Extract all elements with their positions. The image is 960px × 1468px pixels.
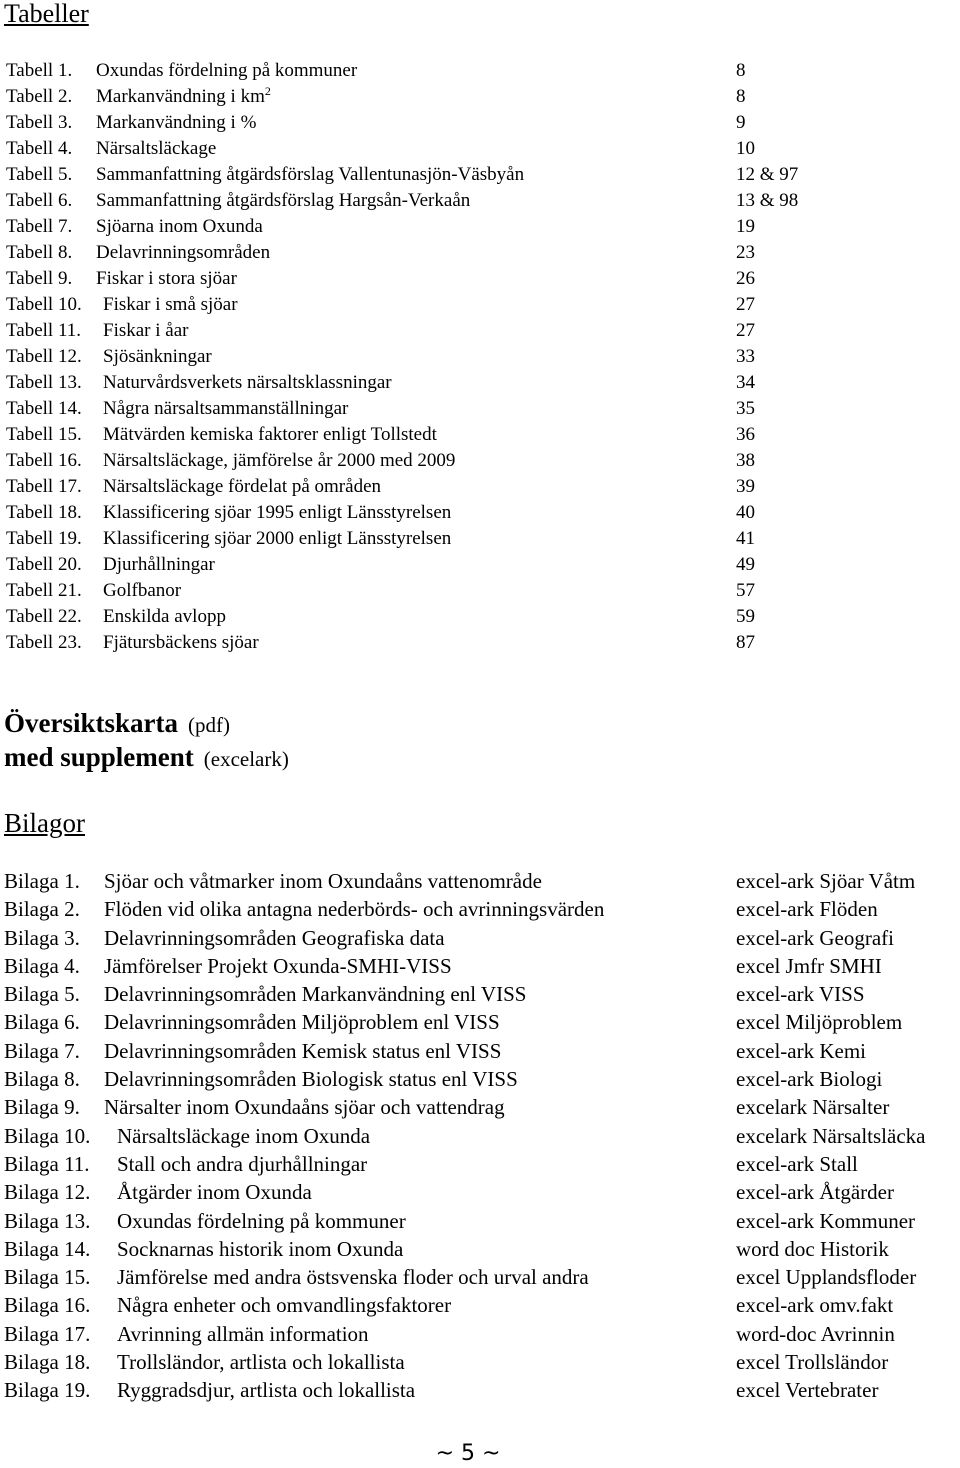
- appendix-title: Närsaltsläckage inom Oxunda: [117, 1123, 371, 1148]
- appendix-label: Bilaga 16.: [4, 1293, 91, 1318]
- table-label: Tabell 18.: [6, 502, 82, 523]
- table-row: [6, 604, 946, 630]
- overview-links: [4, 706, 289, 774]
- table-title: Oxundas fördelning på kommuner: [96, 60, 358, 81]
- table-title: Naturvårdsverkets närsaltsklassningar: [103, 372, 392, 393]
- appendix-row: [4, 924, 960, 952]
- table-title: Mätvärden kemiska faktorer enligt Tollstedt: [103, 424, 437, 445]
- table-row: [6, 58, 946, 84]
- table-label: Tabell 14.: [6, 398, 82, 419]
- appendix-label: Bilaga 15.: [4, 1265, 91, 1290]
- appendix-file-link[interactable]: excel-ark Kommuner: [736, 1208, 916, 1233]
- appendix-label: Bilaga 6.: [4, 1010, 80, 1035]
- table-page: 12 & 97: [736, 164, 799, 185]
- table-row: [6, 500, 946, 526]
- table-row: [6, 266, 946, 292]
- overview-map-title[interactable]: Översiktskarta: [4, 708, 178, 738]
- appendix-title: Delavrinningsområden Miljöproblem enl VISS: [104, 1010, 500, 1035]
- appendix-label: Bilaga 5.: [4, 982, 80, 1007]
- appendix-row: [4, 1263, 960, 1291]
- appendix-file-link[interactable]: excel-ark Sjöar Våtm: [736, 869, 916, 893]
- table-page: 34: [736, 372, 755, 393]
- appendix-title: Jämförelse med andra östsvenska floder och urval andra: [117, 1265, 589, 1290]
- table-row: [6, 344, 946, 370]
- table-row: [6, 630, 946, 656]
- table-page: 8: [736, 60, 746, 81]
- appendix-title: Flöden vid olika antagna nederbörds- och avrinningsvärden: [104, 897, 605, 922]
- table-page: 13 & 98: [736, 190, 799, 211]
- table-page: 23: [736, 242, 755, 263]
- table-title: Klassificering sjöar 2000 enligt Länsstyrelsen: [103, 528, 452, 549]
- table-page: 33: [736, 346, 755, 367]
- appendix-file-link[interactable]: word-doc Avrinnin: [736, 1321, 895, 1346]
- appendix-label: Bilaga 17.: [4, 1321, 91, 1346]
- appendix-file-link[interactable]: excel Jmfr SMHI: [736, 953, 882, 978]
- table-label: Tabell 10.: [6, 294, 82, 315]
- overview-map-format: (pdf): [187, 713, 230, 737]
- appendix-file-link[interactable]: excel Trollsländor: [736, 1350, 889, 1375]
- table-title: Närsaltsläckage fördelat på områden: [103, 476, 382, 497]
- appendix-row: [4, 895, 960, 923]
- appendix-list: [4, 867, 960, 1405]
- table-page: 59: [736, 606, 755, 627]
- appendix-title: Stall och andra djurhållningar: [117, 1151, 368, 1176]
- table-page: 8: [736, 86, 746, 107]
- table-label: Tabell 17.: [6, 476, 82, 497]
- table-title: Fiskar i små sjöar: [103, 294, 238, 315]
- appendix-label: Bilaga 19.: [4, 1378, 91, 1403]
- table-label: Tabell 7.: [6, 216, 73, 237]
- table-page: 10: [736, 138, 755, 159]
- table-label: Tabell 4.: [6, 138, 73, 159]
- table-label: Tabell 23.: [6, 632, 82, 653]
- table-page: 57: [736, 580, 755, 601]
- bilagor-heading: Bilagor: [4, 808, 85, 838]
- table-label: Tabell 11.: [6, 320, 81, 341]
- table-row: [6, 422, 946, 448]
- table-row: [6, 110, 946, 136]
- appendix-row: [4, 980, 960, 1008]
- table-label: Tabell 20.: [6, 554, 82, 575]
- table-row: [6, 474, 946, 500]
- appendix-row: [4, 1178, 960, 1206]
- table-title: Närsaltsläckage, jämförelse år 2000 med 2009: [103, 450, 456, 471]
- table-title: Sammanfattning åtgärdsförslag Hargsån-Verkaån: [96, 190, 471, 211]
- appendix-label: Bilaga 3.: [4, 925, 80, 950]
- appendix-label: Bilaga 11.: [4, 1151, 90, 1176]
- appendix-title: Trollsländor, artlista och lokallista: [117, 1350, 405, 1375]
- appendix-row: [4, 1122, 960, 1150]
- table-label: Tabell 6.: [6, 190, 73, 211]
- table-title: Delavrinningsområden: [96, 242, 271, 263]
- table-title: Markanvändning i %: [96, 112, 257, 133]
- appendix-file-link[interactable]: excel Miljöproblem: [736, 1010, 903, 1035]
- table-page: 35: [736, 398, 755, 419]
- appendix-title: Sjöar och våtmarker inom Oxundaåns vattenområde: [104, 869, 542, 893]
- appendix-row: [4, 1207, 960, 1235]
- table-label: Tabell 15.: [6, 424, 82, 445]
- table-page: 49: [736, 554, 755, 575]
- appendix-label: Bilaga 18.: [4, 1350, 91, 1375]
- appendix-label: Bilaga 10.: [4, 1123, 91, 1148]
- table-title: Fjätursbäckens sjöar: [103, 632, 259, 653]
- appendix-row: [4, 1376, 960, 1404]
- tabeller-heading: Tabeller: [4, 0, 89, 28]
- supplement-title[interactable]: med supplement: [4, 742, 194, 772]
- appendix-label: Bilaga 4.: [4, 953, 80, 978]
- appendix-row: [4, 1291, 960, 1319]
- table-row: [6, 188, 946, 214]
- overview-map-line[interactable]: [4, 706, 289, 740]
- table-page: 40: [736, 502, 755, 523]
- appendix-file-link[interactable]: excel-ark Flöden: [736, 897, 878, 922]
- appendix-label: Bilaga 8.: [4, 1067, 80, 1092]
- table-title: Sjösänkningar: [103, 346, 212, 367]
- appendix-file-link[interactable]: excel Upplandsfloder: [736, 1265, 917, 1290]
- table-row: [6, 526, 946, 552]
- appendix-title: Delavrinningsområden Geografiska data: [104, 925, 445, 950]
- appendix-title: Ryggradsdjur, artlista och lokallista: [117, 1378, 416, 1403]
- appendix-label: Bilaga 2.: [4, 897, 80, 922]
- appendix-row: [4, 1093, 960, 1121]
- supplement-line[interactable]: [4, 740, 289, 774]
- appendix-title: Delavrinningsområden Biologisk status enl VISS: [104, 1067, 518, 1092]
- table-label: Tabell 13.: [6, 372, 82, 393]
- table-row: [6, 370, 946, 396]
- appendix-title: Några enheter och omvandlingsfaktorer: [117, 1293, 452, 1318]
- table-title: Sjöarna inom Oxunda: [96, 216, 263, 237]
- appendix-title: Närsalter inom Oxundaåns sjöar och vattendrag: [104, 1095, 505, 1120]
- appendix-file-link[interactable]: excel-ark Biologi: [736, 1067, 883, 1092]
- appendix-label: Bilaga 13.: [4, 1208, 91, 1233]
- table-title: Fiskar i stora sjöar: [96, 268, 237, 289]
- appendix-row: [4, 1008, 960, 1036]
- appendix-title: Jämförelser Projekt Oxunda-SMHI-VISS: [104, 953, 452, 978]
- appendix-title: Åtgärder inom Oxunda: [117, 1180, 312, 1205]
- appendix-file-link[interactable]: excel-ark VISS: [736, 982, 865, 1007]
- table-label: Tabell 16.: [6, 450, 82, 471]
- appendix-file-link[interactable]: excel Vertebrater: [736, 1378, 879, 1403]
- table-row: [6, 84, 946, 110]
- page-number: ~ 5 ~: [435, 1441, 501, 1466]
- appendix-file-link[interactable]: word doc Historik: [736, 1236, 889, 1261]
- table-title: Djurhållningar: [103, 554, 215, 575]
- table-page: 87: [736, 632, 755, 653]
- appendix-file-link[interactable]: excel-ark Kemi: [736, 1038, 867, 1063]
- appendix-title: Oxundas fördelning på kommuner: [117, 1208, 406, 1233]
- appendix-row: [4, 1235, 960, 1263]
- appendix-file-link[interactable]: excelark Närsalter: [736, 1095, 890, 1120]
- table-row: [6, 136, 946, 162]
- appendix-file-link[interactable]: excel-ark Geografi: [736, 925, 894, 950]
- table-title: Fiskar i åar: [103, 320, 189, 341]
- appendix-label: Bilaga 14.: [4, 1236, 91, 1261]
- table-page: 38: [736, 450, 755, 471]
- table-label: Tabell 1.: [6, 60, 73, 81]
- appendix-file-link[interactable]: excel-ark Åtgärder: [736, 1180, 894, 1205]
- table-title: Sammanfattning åtgärdsförslag Vallentunasjön-Väsbyån: [96, 164, 525, 185]
- table-label: Tabell 12.: [6, 346, 82, 367]
- appendix-row: [4, 1065, 960, 1093]
- appendix-label: Bilaga 7.: [4, 1038, 80, 1063]
- table-page: 41: [736, 528, 755, 549]
- table-title: Markanvändning i $km^2$: [96, 84, 271, 107]
- table-label: Tabell 8.: [6, 242, 73, 263]
- table-row: [6, 292, 946, 318]
- table-label: Tabell 3.: [6, 112, 73, 133]
- appendix-row: [4, 1348, 960, 1376]
- appendix-label: Bilaga 1.: [4, 869, 80, 893]
- table-label: Tabell 21.: [6, 580, 82, 601]
- table-page: 27: [736, 294, 755, 315]
- table-page: 9: [736, 112, 746, 133]
- supplement-format: (excelark): [203, 747, 289, 771]
- appendix-file-link[interactable]: excelark Närsaltsläcka: [736, 1123, 926, 1148]
- appendix-title: Avrinning allmän information: [117, 1321, 369, 1346]
- table-label: Tabell 22.: [6, 606, 82, 627]
- table-page: 27: [736, 320, 755, 341]
- table-title: Några närsaltsammanställningar: [103, 398, 349, 419]
- table-page: 19: [736, 216, 755, 237]
- appendix-row: [4, 952, 960, 980]
- table-title: Enskilda avlopp: [103, 606, 226, 627]
- appendix-row: [4, 1037, 960, 1065]
- table-page: 26: [736, 268, 755, 289]
- table-row: [6, 318, 946, 344]
- appendix-label: Bilaga 9.: [4, 1095, 80, 1120]
- appendix-file-link[interactable]: excel-ark Stall: [736, 1151, 858, 1176]
- appendix-row: [4, 1150, 960, 1178]
- table-label: Tabell 19.: [6, 528, 82, 549]
- table-row: [6, 162, 946, 188]
- table-row: [6, 552, 946, 578]
- appendix-title: Delavrinningsområden Markanvändning enl VISS: [104, 982, 527, 1007]
- appendix-row: [4, 1320, 960, 1348]
- appendix-row: [4, 867, 960, 895]
- table-page: 36: [736, 424, 755, 445]
- appendix-label: Bilaga 12.: [4, 1180, 91, 1205]
- table-title: Klassificering sjöar 1995 enligt Länsstyrelsen: [103, 502, 452, 523]
- table-page: 39: [736, 476, 755, 497]
- table-row: [6, 578, 946, 604]
- table-title: Närsaltsläckage: [96, 138, 217, 159]
- table-row: [6, 448, 946, 474]
- table-label: Tabell 2.: [6, 86, 73, 107]
- table-row: [6, 396, 946, 422]
- appendix-file-link[interactable]: excel-ark omv.fakt: [736, 1293, 894, 1318]
- appendix-title: Delavrinningsområden Kemisk status enl VISS: [104, 1038, 502, 1063]
- appendix-title: Socknarnas historik inom Oxunda: [117, 1236, 404, 1261]
- superscript: 2: [264, 84, 271, 98]
- table-list: [6, 58, 946, 656]
- table-label: Tabell 5.: [6, 164, 73, 185]
- table-row: [6, 240, 946, 266]
- table-label: Tabell 9.: [6, 268, 73, 289]
- table-row: [6, 214, 946, 240]
- table-title: Golfbanor: [103, 580, 182, 601]
